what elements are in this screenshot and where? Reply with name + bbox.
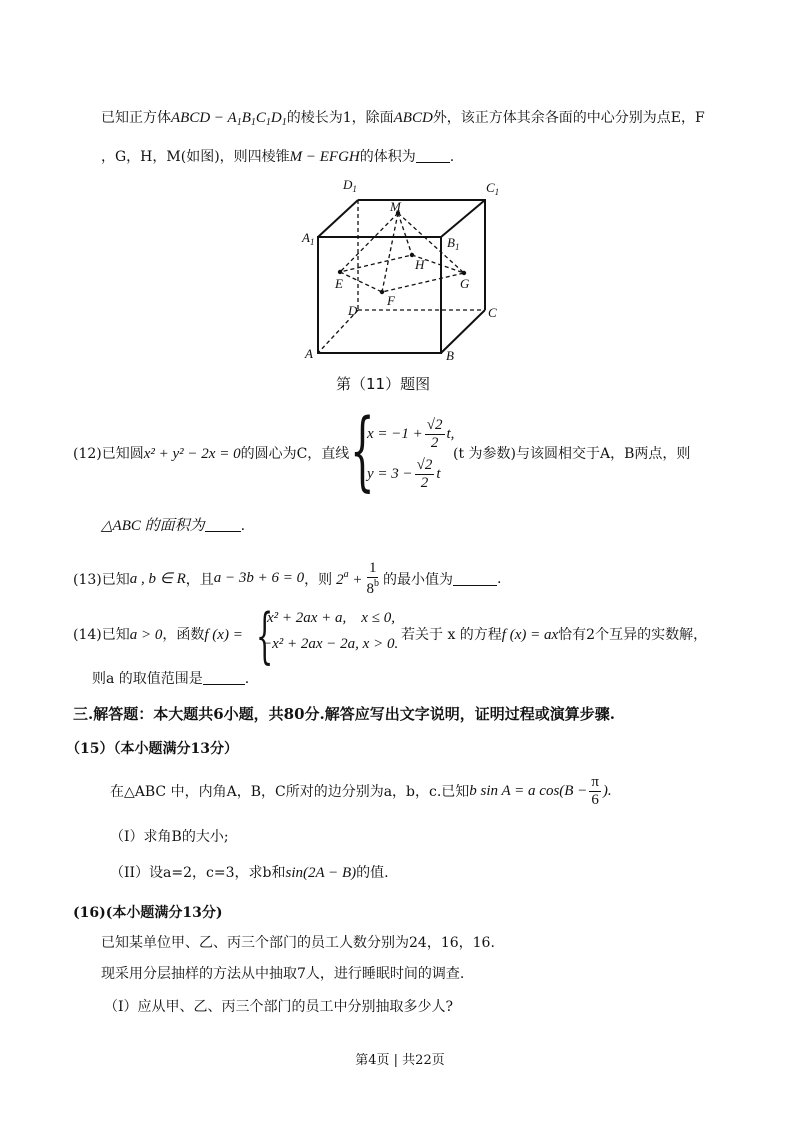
page-footer: 第4页 | 共22页 [355,1053,445,1068]
q11-line2-text: ，G，H，M(如图)，则四棱锥 [101,149,290,165]
label-c1: $C_1$ [486,180,500,197]
label-f: F [387,293,395,308]
q14-func: f (x) = [204,627,243,643]
q11-line2: ，G，H，M(如图)，则四棱锥M − EFGH的体积为 . [101,149,455,165]
label-m: M [390,199,401,214]
section-3-heading: 三.解答题：本大题共6小题，共80分.解答应写出文字说明，证明过程或演算步骤. [73,705,615,723]
q14-case1: x² + 2ax + a, x ≤ 0, [267,610,395,626]
label-h: H [415,257,425,272]
q13-expr: 2$^a$ + [336,568,363,588]
q12-frac2: $\frac{√2}{2}$ [416,457,433,491]
q13-frac: $\frac{1}{8^b}$ [366,560,379,597]
label-b1: $B_1$ [447,235,460,252]
q12-param: (t 为参数)与该圆相交于A，B两点，则 [453,446,691,462]
q15-heading: （15）（本小题满分13分） [66,741,238,757]
q15-part2-eq: sin(2A − B) [285,865,357,881]
q12-frac1: $\frac{√2}{2}$ [426,417,443,451]
q11-text-b: 外，该正方体其余各面的中心分别为点E，F [432,110,705,126]
q14-prefix: (14)已知 [73,627,130,643]
q14-cond: a > 0 [129,627,163,643]
q12-brace: { [350,401,375,501]
q13-prefix: (13)已知 [73,571,130,588]
label-g: G [460,276,470,291]
label-a: A [305,346,313,361]
q13-cond: a , b ∈ R [129,571,186,587]
q15-stem: 在△ABC 中，内角A，B，C所对的边分别为a，b，c.已知 b sin A = a cos(B − $\frac{\pi}{6}$ ). [110,774,612,808]
q12-mid: 的圆心为C，直线 [240,446,350,462]
q15-eq: b sin A = a cos(B − [469,782,588,799]
label-c: C [488,305,497,320]
q11-pyramid: M − EFGH [289,149,360,165]
q13-line: (13)已知 a , b ∈ R ，且 a − 3b + 6 = 0 ，则 2$^a$ + $\frac{1}{8^b}$ 的最小值为 . [73,560,502,597]
q11-text-a: 已知正方体 [101,110,171,126]
label-d1: $D_1$ [343,177,357,194]
q16-line1: 已知某单位甲、乙、丙三个部门的员工人数分别为24，16，16. [101,935,495,951]
q13-end: 的最小值为 [382,571,453,588]
q12-area-text: △ABC 的面积为 [101,518,205,534]
q15-frac: $\frac{\pi}{6}$ [591,774,599,808]
q13-answer-blank [453,571,497,586]
q14-brace: { [256,601,274,671]
q12-circle-eq: x² + y² − 2x = 0 [143,446,241,462]
label-e: E [335,276,343,291]
q12-system-line2: y = 3 − $\frac{√2}{2}$ t [367,457,441,491]
q14-line2: 则a 的取值范围是 . [92,671,250,687]
label-a1: $A_1$ [302,230,315,247]
q12-line2: △ABC 的面积为 . [101,518,246,534]
q11-line1 [101,107,705,128]
q12-answer-blank [205,517,241,532]
q13-eq: a − 3b + 6 = 0 [213,570,305,586]
label-d: D [348,303,358,318]
q16-heading: (16)(本小题满分13分) [73,905,223,921]
q11-answer-blank [416,148,450,163]
q13-mid: ，且 [185,571,214,588]
q15-part2: （II）设a=2，c=3，求b和sin(2A − B)的值. [110,865,389,881]
q12-line1 [73,443,349,463]
q12-system-line1: x = −1 + $\frac{√2}{2}$ t, [367,417,455,451]
q11-cube-name: ABCD − $A_1B_1C_1D_1$ [171,110,287,128]
q14-case2: −x² + 2ax − 2a, x > 0. [262,636,399,652]
q14-func-intro: ，函数 [162,627,205,643]
q16-line2: 现采用分层抽样的方法从中抽取7人，进行睡眠时间的调查. [101,966,465,982]
q11-cube-rest: 的棱长为1，除面 [286,110,394,126]
q14-eq: f (x) = ax [501,627,559,643]
label-b: B [446,348,454,363]
cube-figure [300,175,510,395]
q12-prefix: (12)已知圆 [73,446,144,462]
q13-then: ，则 [304,571,333,588]
q16-part1: （I）应从甲、乙、丙三个部门的员工中分别抽取多少人? [104,999,454,1015]
q11-line2-end: 的体积为 [359,149,416,165]
q15-part1: （I）求角B的大小; [110,829,229,845]
q14-answer-blank [203,670,245,685]
q14-rest: 若关于 x 的方程f (x) = ax恰有2个互异的实数解， [401,627,708,643]
figure-caption: 第（11）题图 [336,375,431,393]
q11-face: ABCD [393,110,433,126]
q14-prefix-line [73,624,243,644]
